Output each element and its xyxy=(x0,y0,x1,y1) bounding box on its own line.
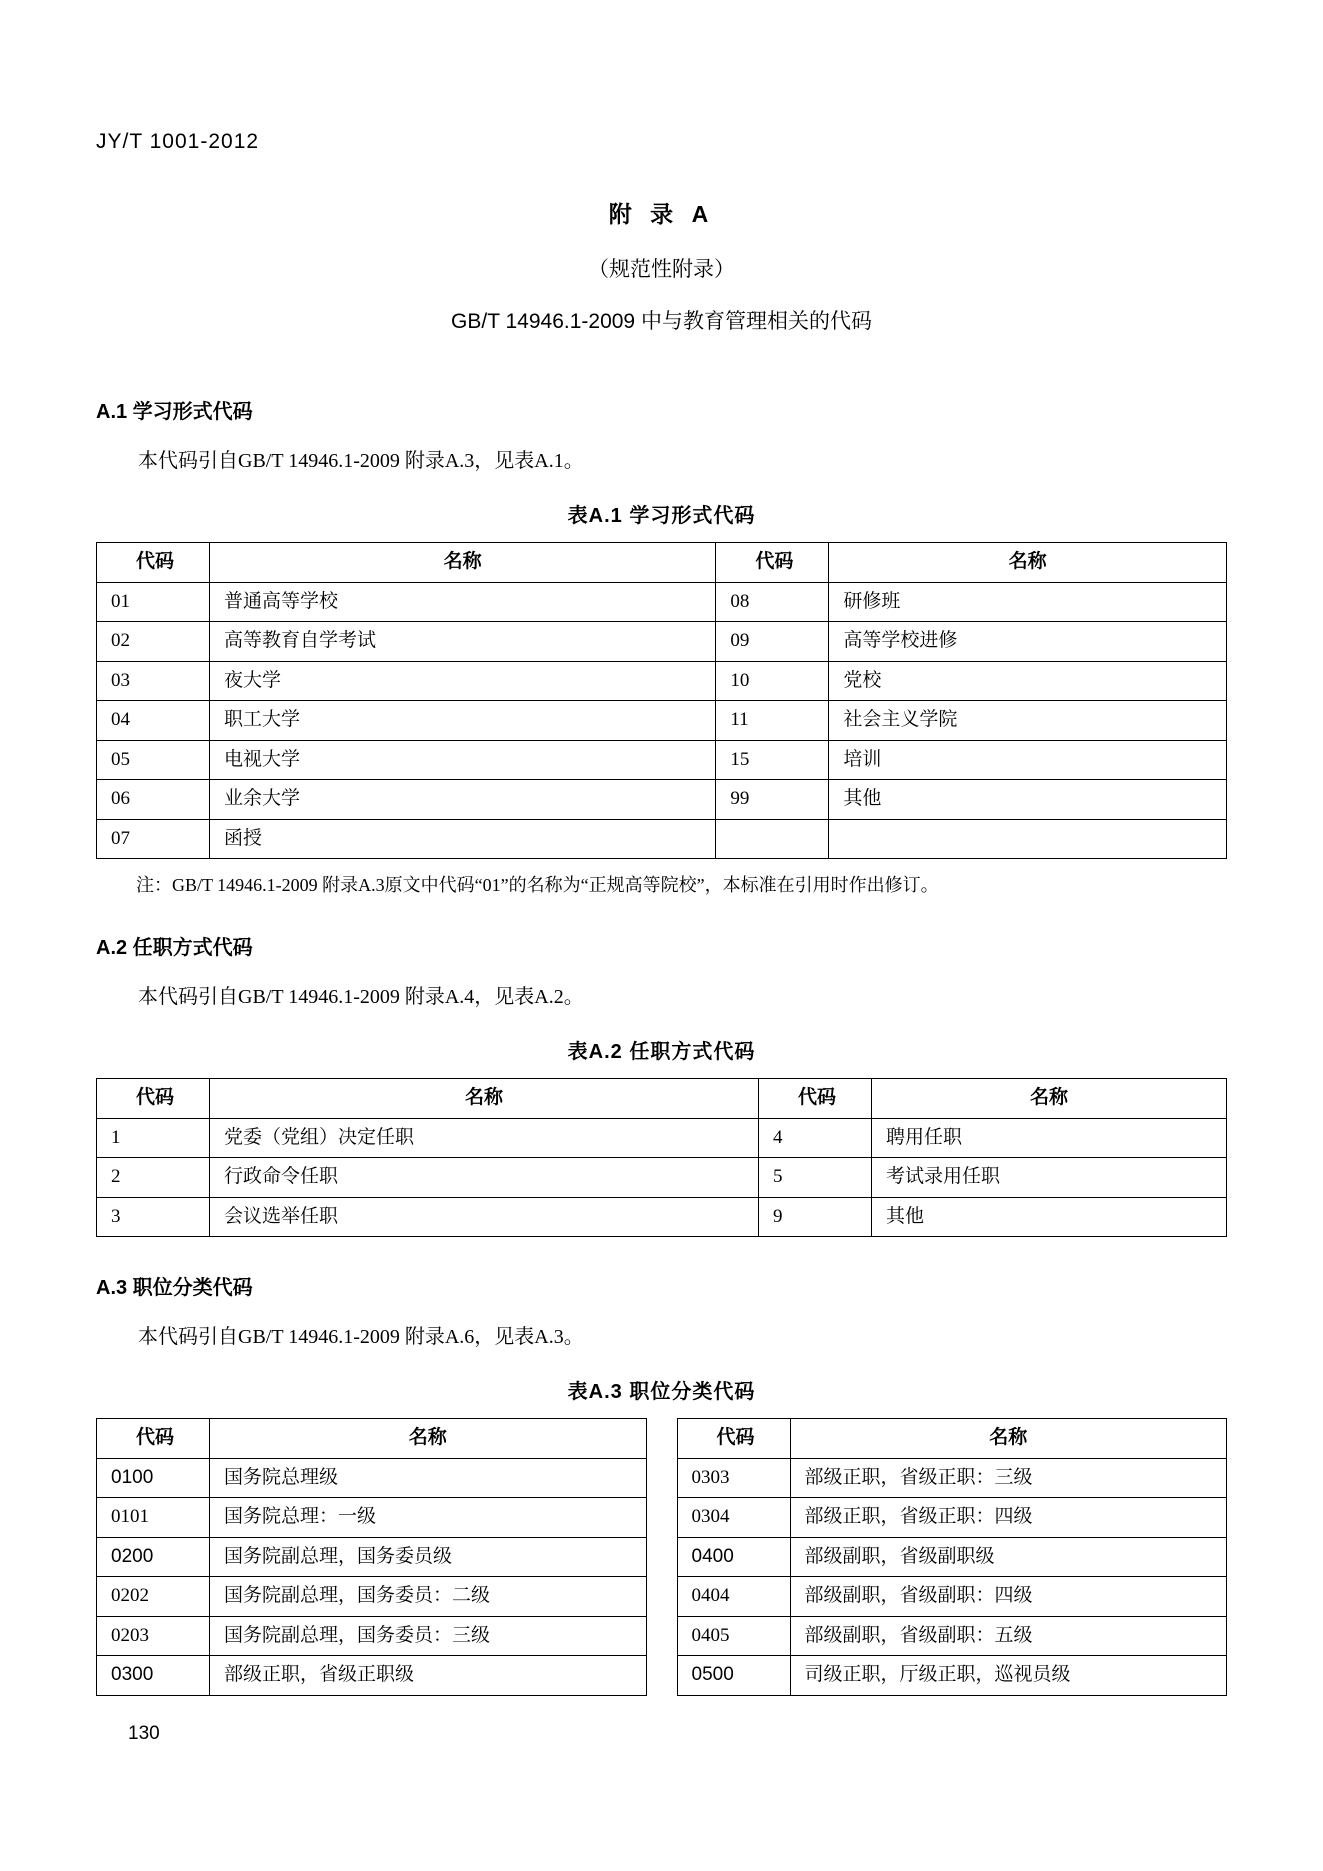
cell-name-right: 考试录用任职 xyxy=(872,1158,1227,1198)
table-row xyxy=(97,1197,1227,1237)
cell-code-left: 2 xyxy=(97,1158,210,1198)
cell-name: 部级正职，省级正职级 xyxy=(210,1656,647,1696)
table-caption-a2: 表A.2 任职方式代码 xyxy=(567,1041,756,1063)
section-paragraph-a2: 本代码引自GB/T 14946.1-2009 附录A.4，见表A.2。 xyxy=(138,986,584,1008)
cell-name-left: 电视大学 xyxy=(210,740,716,780)
column-header-name-right: 名称 xyxy=(872,1079,1227,1119)
cell-code-right: 9 xyxy=(759,1197,872,1237)
cell-code-left: 1 xyxy=(97,1118,210,1158)
cell-name: 部级副职，省级副职：五级 xyxy=(790,1616,1227,1656)
cell-name: 国务院副总理，国务委员：三级 xyxy=(210,1616,647,1656)
cell-code: 0300 xyxy=(97,1656,210,1696)
cell-code: 0100 xyxy=(97,1458,210,1498)
table-a3-right xyxy=(677,1418,1228,1696)
cell-code: 0303 xyxy=(677,1458,790,1498)
cell-name-left: 职工大学 xyxy=(210,701,716,741)
cell-code: 0400 xyxy=(677,1537,790,1577)
column-header-name-right: 名称 xyxy=(829,543,1227,583)
column-header-code-left: 代码 xyxy=(97,1079,210,1119)
appendix-description: GB/T 14946.1-2009 中与教育管理相关的代码 xyxy=(451,310,872,333)
table-a3-group xyxy=(96,1418,1227,1696)
table-row xyxy=(97,1656,647,1696)
table-row xyxy=(97,661,1227,701)
cell-name-right: 聘用任职 xyxy=(872,1118,1227,1158)
section-heading-a3: A.3 职位分类代码 xyxy=(96,1277,253,1299)
cell-name-right xyxy=(829,819,1227,859)
cell-code-left: 07 xyxy=(97,819,210,859)
cell-code: 0500 xyxy=(677,1656,790,1696)
cell-name: 国务院副总理，国务委员级 xyxy=(210,1537,647,1577)
table-header-row xyxy=(97,1079,1227,1119)
cell-code-left: 05 xyxy=(97,740,210,780)
table-row xyxy=(97,701,1227,741)
cell-code-right: 15 xyxy=(716,740,829,780)
page-header-standard-code: JY/T 1001-2012 xyxy=(96,130,260,153)
cell-name-right: 其他 xyxy=(872,1197,1227,1237)
cell-name: 国务院总理级 xyxy=(210,1458,647,1498)
cell-name-left: 行政命令任职 xyxy=(210,1158,759,1198)
table-row xyxy=(677,1616,1227,1656)
section-heading-a1: A.1 学习形式代码 xyxy=(96,401,253,423)
cell-code-left: 04 xyxy=(97,701,210,741)
column-header-code: 代码 xyxy=(97,1419,210,1459)
cell-name: 司级正职，厅级正职，巡视员级 xyxy=(790,1656,1227,1696)
table-row xyxy=(97,1458,647,1498)
cell-code-right: 10 xyxy=(716,661,829,701)
cell-name-right: 培训 xyxy=(829,740,1227,780)
cell-code-left: 06 xyxy=(97,780,210,820)
table-row xyxy=(97,1577,647,1617)
cell-name-left: 函授 xyxy=(210,819,716,859)
appendix-subtitle: （规范性附录） xyxy=(588,258,735,281)
cell-name: 部级副职，省级副职级 xyxy=(790,1537,1227,1577)
table-row xyxy=(97,1616,647,1656)
table-row xyxy=(97,1158,1227,1198)
cell-name-left: 夜大学 xyxy=(210,661,716,701)
cell-name-left: 业余大学 xyxy=(210,780,716,820)
table-header-row xyxy=(97,543,1227,583)
column-header-name-left: 名称 xyxy=(210,1079,759,1119)
cell-name-left: 党委（党组）决定任职 xyxy=(210,1118,759,1158)
cell-code-right: 4 xyxy=(759,1118,872,1158)
table-caption-a1: 表A.1 学习形式代码 xyxy=(567,505,756,527)
cell-code: 0405 xyxy=(677,1616,790,1656)
table-row xyxy=(97,622,1227,662)
page-number: 130 xyxy=(128,1723,160,1744)
cell-code-right: 11 xyxy=(716,701,829,741)
table-row xyxy=(97,1498,647,1538)
cell-code: 0203 xyxy=(97,1616,210,1656)
section-heading-a2: A.2 任职方式代码 xyxy=(96,937,253,959)
cell-code-left: 03 xyxy=(97,661,210,701)
cell-name: 部级副职，省级副职：四级 xyxy=(790,1577,1227,1617)
appendix-title: 附 录 A xyxy=(608,201,715,227)
column-header-name: 名称 xyxy=(210,1419,647,1459)
column-header-name: 名称 xyxy=(790,1419,1227,1459)
cell-name-left: 会议选举任职 xyxy=(210,1197,759,1237)
column-header-code: 代码 xyxy=(677,1419,790,1459)
cell-name-right: 党校 xyxy=(829,661,1227,701)
table-a2 xyxy=(96,1078,1227,1237)
cell-code: 0200 xyxy=(97,1537,210,1577)
cell-code-right xyxy=(716,819,829,859)
cell-name: 国务院副总理，国务委员：二级 xyxy=(210,1577,647,1617)
column-header-name-left: 名称 xyxy=(210,543,716,583)
cell-code-left: 01 xyxy=(97,582,210,622)
table-a1 xyxy=(96,542,1227,859)
table-row xyxy=(677,1458,1227,1498)
table-row xyxy=(677,1656,1227,1696)
document-content xyxy=(96,196,1227,1696)
cell-code: 0404 xyxy=(677,1577,790,1617)
table-row xyxy=(677,1577,1227,1617)
table-row xyxy=(97,740,1227,780)
cell-code: 0101 xyxy=(97,1498,210,1538)
column-header-code-right: 代码 xyxy=(759,1079,872,1119)
cell-name-right: 社会主义学院 xyxy=(829,701,1227,741)
table-row xyxy=(97,582,1227,622)
cell-code-right: 99 xyxy=(716,780,829,820)
cell-name: 部级正职，省级正职：三级 xyxy=(790,1458,1227,1498)
cell-code-right: 5 xyxy=(759,1158,872,1198)
cell-code-left: 3 xyxy=(97,1197,210,1237)
table-header-row xyxy=(97,1419,647,1459)
table-row xyxy=(97,1118,1227,1158)
cell-code: 0304 xyxy=(677,1498,790,1538)
table-row xyxy=(677,1498,1227,1538)
table-row xyxy=(677,1537,1227,1577)
table-header-row xyxy=(677,1419,1227,1459)
cell-name-left: 高等教育自学考试 xyxy=(210,622,716,662)
table-a3-left xyxy=(96,1418,647,1696)
cell-code-left: 02 xyxy=(97,622,210,662)
cell-code: 0202 xyxy=(97,1577,210,1617)
table-note-a1: 注：GB/T 14946.1-2009 附录A.3原文中代码“01”的名称为“正规高等院校”，本标准在引用时作出修订。 xyxy=(136,875,939,895)
table-row xyxy=(97,1537,647,1577)
cell-name: 部级正职，省级正职：四级 xyxy=(790,1498,1227,1538)
section-paragraph-a3: 本代码引自GB/T 14946.1-2009 附录A.6，见表A.3。 xyxy=(138,1326,584,1348)
column-header-code-left: 代码 xyxy=(97,543,210,583)
cell-name-right: 高等学校进修 xyxy=(829,622,1227,662)
table-caption-a3: 表A.3 职位分类代码 xyxy=(567,1381,756,1403)
cell-name-right: 研修班 xyxy=(829,582,1227,622)
cell-name-right: 其他 xyxy=(829,780,1227,820)
column-header-code-right: 代码 xyxy=(716,543,829,583)
cell-name-left: 普通高等学校 xyxy=(210,582,716,622)
cell-code-right: 09 xyxy=(716,622,829,662)
table-row xyxy=(97,819,1227,859)
section-paragraph-a1: 本代码引自GB/T 14946.1-2009 附录A.3，见表A.1。 xyxy=(138,450,584,472)
cell-name: 国务院总理：一级 xyxy=(210,1498,647,1538)
cell-code-right: 08 xyxy=(716,582,829,622)
table-row xyxy=(97,780,1227,820)
